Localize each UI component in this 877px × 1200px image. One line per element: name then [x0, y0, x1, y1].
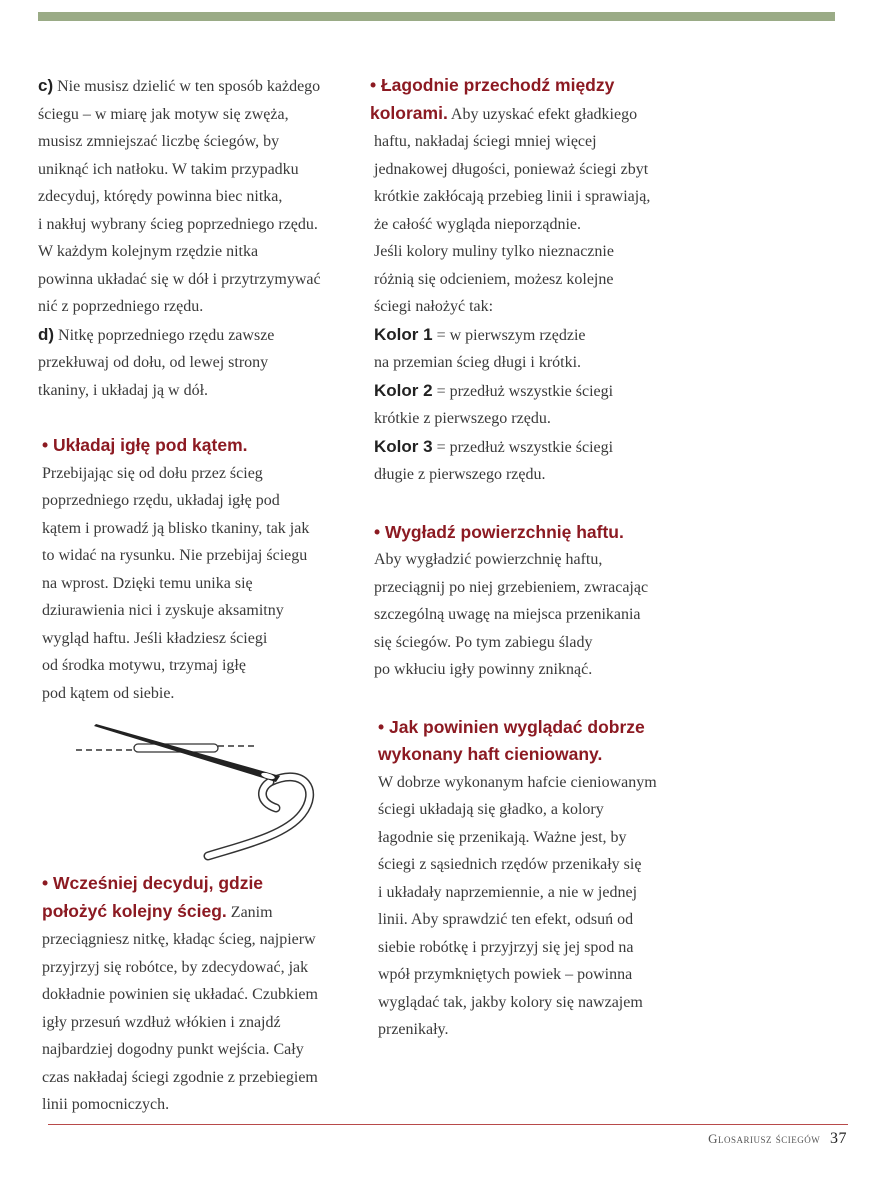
color-2-row: Kolor 2 = przedłuż wszystkie ściegi: [374, 380, 614, 400]
footer-rule: [48, 1124, 848, 1125]
section-good-shading: • Jak powinien wyglądać dobrze wykonany haft cieniowany. W dobrze wykonanym hafcie cieniowanym ściegi układają się gładko, a kolory łagodnie się przenikają. Ważne jest, by ściegi z sąsiednich rzędów przenikały się i układały naprzemiennie, a nie w jednej linii. Aby sprawdzić ten efekt, odsuń od siebie robótkę i przyjrzyj się jej spod na wpół przymkniętych powiek – powinna wyglądać tak, jakby kolory się nawzajem przenikały.: [378, 716, 657, 1038]
needle-icon: [94, 724, 280, 782]
left-column: [38, 72, 358, 707]
paragraph-d-label: d): [38, 324, 55, 344]
paragraph-c-label: c): [38, 76, 54, 95]
section-decide-early: • Wcześniej decyduj, gdzie położyć kolejny ścieg. Zanim przeciągniesz nitkę, kładąc ścieg, najpierw przyjrzyj się robótce, by zdecydować, jak dokładnie powinien się układać. Czubkiem igły przesuń wzdłuż włókien i znajdź najbardziej dogodny punkt wejścia. Cały czas nakładaj ściegi zgodnie z przebiegiem linii pomocniczych.: [42, 873, 318, 1113]
color-3-row: Kolor 3 = przedłuż wszystkie ściegi: [374, 436, 614, 456]
page-number: 37: [830, 1130, 847, 1147]
section-color-blend: • Łagodnie przechodź między kolorami. Aby uzyskać efekt gładkiego haftu, nakładaj ściegi mniej więcej jednakowej długości, ponieważ ściegi zbyt krótkie zakłócają przebieg linii i sprawiają, że całość wygląda nieporządnie. Jeśli kolory muliny tylko nieznacznie różnią się odcieniem, możesz kolejne ściegi nałożyć tak: Kolor 1 = w pierwszym rzędzie na przemian ścieg długi i krótki. Kolor 2 = przedłuż wszystkie ściegi krótkie z pierwszego rzędu. Kolor 3 = przedłuż wszystkie ściegi długie z pierwszego rzędu.: [370, 72, 715, 489]
section-needle-angle: • Układaj igłę pod kątem. Przebijając się od dołu przez ścieg poprzedniego rzędu, układaj igłę pod kątem i prowadź ją blisko tkaniny, tak jak to widać na rysunku. Nie przebijaj ściegu na wprost. Dzięki temu unika się dziurawienia nici i zyskuje aksamitny wygląd haftu. Jeśli kładziesz ściegi od środka motywu, trzymaj igłę pod kątem od siebie.: [38, 432, 358, 707]
running-title: Glosariusz ściegów: [708, 1131, 821, 1146]
paragraph-c: c) Nie musisz dzielić w ten sposób każdego ściegu – w miarę jak motyw się zwęża, musisz zmniejszać liczbę ściegów, by uniknąć ich natłoku. W takim przypadku zdecyduj, którędy powinna biec nitka, i nakłuj wybrany ścieg poprzedniego rzędu. W każdym kolejnym rzędzie nitka powinna układać się w dół i przytrzymywać nić z poprzedniego rzędu.: [38, 76, 321, 315]
paragraph-d: d) Nitkę poprzedniego rzędu zawsze przekłuwaj od dołu, od lewej strony tkaniny, i układaj ją w dół.: [38, 324, 275, 399]
page-footer: [708, 1130, 847, 1148]
top-decorative-bar: [38, 12, 835, 21]
needle-thread-illustration: [70, 716, 330, 866]
section-smooth-surface: • Wygładź powierzchnię haftu. Aby wygładzić powierzchnię haftu, przeciągnij po niej grzebieniem, zwracając szczególną uwagę na miejsca przenikania się ściegów. Po tym zabiegu ślady po wkłuciu igły powinny zniknąć.: [374, 521, 649, 678]
color-1-row: Kolor 1 = w pierwszym rzędzie: [374, 324, 586, 344]
right-column: [370, 72, 715, 1044]
section-heading: • Układaj igłę pod kątem.: [42, 435, 248, 455]
